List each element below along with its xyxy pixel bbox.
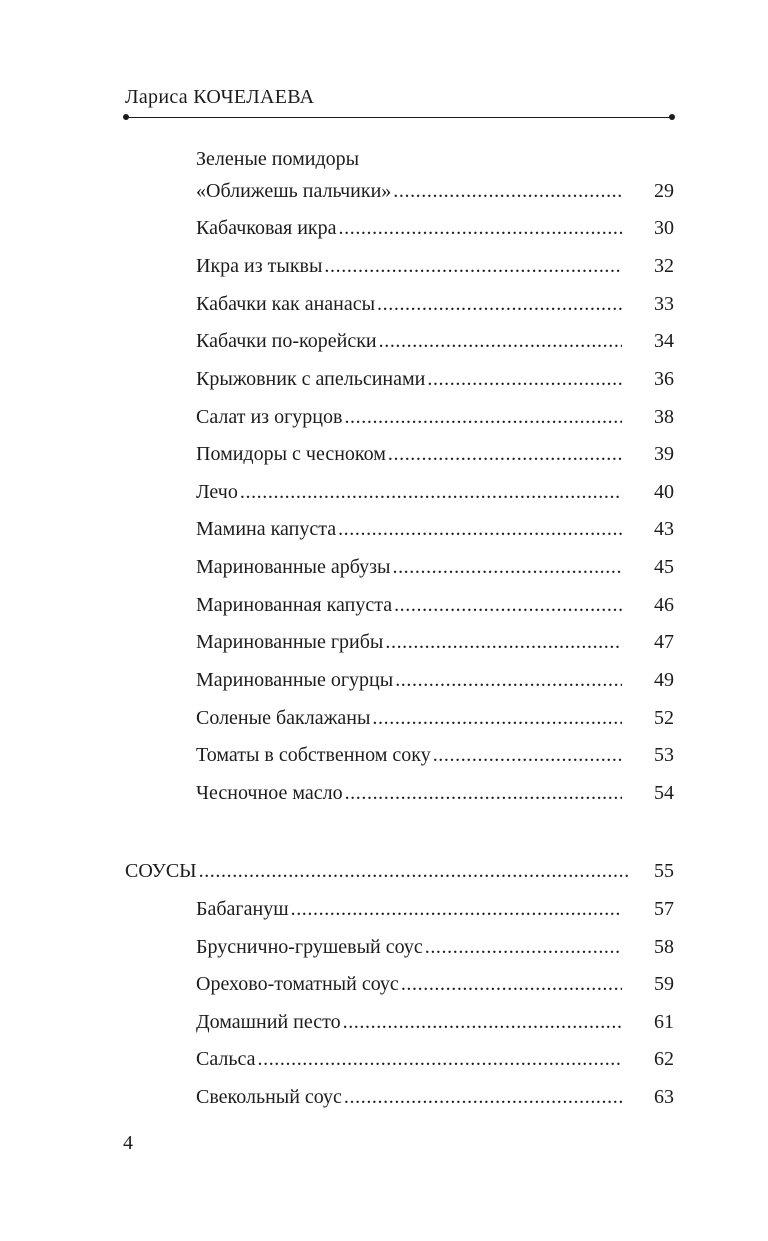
toc-entry-title: Икра из тыквы (196, 255, 323, 277)
toc-dot-leader (393, 177, 622, 205)
toc-entry-page: 30 (654, 217, 674, 239)
toc-entry-title: Салат из огурцов (196, 406, 343, 428)
toc-entry-title: Бабагануш (196, 898, 289, 920)
toc-entry (196, 1045, 622, 1073)
toc-entry (196, 970, 622, 998)
toc-entry-page: 54 (654, 782, 674, 804)
toc-entry-page: 57 (654, 898, 674, 920)
toc-entry (196, 403, 622, 431)
toc-dot-leader (425, 933, 622, 961)
toc-entry-page: 39 (654, 443, 674, 465)
toc-entry-page: 63 (654, 1086, 674, 1108)
toc-entry-page: 59 (654, 973, 674, 995)
toc-entry-title: Помидоры с чесноком (196, 443, 386, 465)
toc-entry-page: 34 (654, 330, 674, 352)
toc-entry-page: 29 (654, 180, 674, 202)
toc-entry-page: 58 (654, 936, 674, 958)
toc-entry-title: Орехово-томатный соус (196, 973, 399, 995)
toc-entry-page: 53 (654, 744, 674, 766)
toc-dot-leader (394, 591, 622, 619)
toc-entry-page: 49 (654, 669, 674, 691)
toc-dot-leader (344, 1083, 622, 1111)
toc-entry (196, 327, 622, 355)
toc-entry (196, 365, 622, 393)
toc-dot-leader (377, 290, 622, 318)
toc-entry-title: Маринованные огурцы (196, 669, 394, 691)
toc-dot-leader (345, 779, 622, 807)
toc-entry-title: Домашний песто (196, 1011, 341, 1033)
toc-entry-title: Свекольный соус (196, 1086, 342, 1108)
header-rule (126, 117, 672, 118)
toc-entry-title: Лечо (196, 481, 238, 503)
header-rule-dot-left (123, 114, 129, 120)
toc-entry (196, 290, 622, 318)
header-rule-dot-right (669, 114, 675, 120)
toc-dot-leader (338, 515, 622, 543)
toc-entry (196, 741, 622, 769)
toc-entry (196, 515, 622, 543)
toc-entry-page: 38 (654, 406, 674, 428)
toc-entry-title: Кабачки по-корейски (196, 330, 377, 352)
toc-entry (196, 628, 622, 656)
toc-dot-leader (291, 895, 622, 923)
toc-entry-title: Крыжовник с апельсинами (196, 368, 426, 390)
toc-entry (196, 252, 622, 280)
toc-dot-leader (343, 1008, 622, 1036)
toc-entry (196, 145, 622, 207)
toc-dot-leader (433, 741, 622, 769)
toc-dot-leader (388, 440, 622, 468)
toc-entry-page: 32 (654, 255, 674, 277)
toc-entry-title: Сальса (196, 1048, 256, 1070)
toc-dot-leader (372, 704, 622, 732)
toc-dot-leader (240, 478, 622, 506)
toc-dot-leader (392, 553, 622, 581)
toc-entry (196, 933, 622, 961)
toc-entry-page: 45 (654, 556, 674, 578)
toc-entry (196, 214, 622, 242)
toc-entry-title-line1: Зеленые помидоры (196, 148, 360, 170)
toc-entry (196, 895, 622, 923)
toc-entry-title: Томаты в собственном соку (196, 744, 431, 766)
toc-entry (196, 553, 622, 581)
toc-entry-page: 33 (654, 293, 674, 315)
toc-entry (196, 1008, 622, 1036)
toc-dot-leader (401, 970, 622, 998)
toc-entry-page: 36 (654, 368, 674, 390)
toc-entry (196, 779, 622, 807)
toc-entry (196, 666, 622, 694)
toc-entry-title: Маринованные грибы (196, 631, 384, 653)
toc-entry (196, 704, 622, 732)
toc-entry-title: Кабачковая икра (196, 217, 337, 239)
toc-entry (196, 591, 622, 619)
toc-entry-title: Соленые баклажаны (196, 707, 371, 729)
toc-dot-leader (258, 1045, 623, 1073)
toc-dot-leader (339, 214, 622, 242)
toc-entry-title: Маринованная капуста (196, 594, 393, 616)
toc-entry-page: 61 (654, 1011, 674, 1033)
toc-entry (196, 478, 622, 506)
toc-entry-title: Кабачки как ананасы (196, 293, 376, 315)
toc-dot-leader (379, 327, 622, 355)
toc-entry-page: 47 (654, 631, 674, 653)
toc-entry-title: «Оближешь пальчики» (196, 180, 392, 202)
toc-entry-page: 52 (654, 707, 674, 729)
toc-entry-title: Мамина капуста (196, 518, 337, 540)
toc-entry-title: Маринованные арбузы (196, 556, 391, 578)
toc-entry-page: 62 (654, 1048, 674, 1070)
toc-dot-leader (395, 666, 622, 694)
toc-entry-title: Бруснично-грушевый соус (196, 936, 423, 958)
toc-entry (196, 1083, 622, 1111)
toc-entry-page: 46 (654, 594, 674, 616)
toc-entry-page: 43 (654, 518, 674, 540)
toc-section-heading (125, 857, 630, 885)
header-author: Лариса КОЧЕЛАЕВА (125, 86, 315, 108)
toc-dot-leader (385, 628, 622, 656)
toc-entry-page: 55 (654, 860, 674, 882)
toc-entry-title: Чесночное масло (196, 782, 343, 804)
toc-dot-leader (427, 365, 622, 393)
toc-entry-title: СОУСЫ (125, 860, 197, 882)
toc-entry-page: 40 (654, 481, 674, 503)
page-number: 4 (123, 1132, 133, 1154)
toc-dot-leader (344, 403, 622, 431)
toc-dot-leader (199, 857, 630, 885)
toc-entry (196, 440, 622, 468)
toc-dot-leader (324, 252, 622, 280)
